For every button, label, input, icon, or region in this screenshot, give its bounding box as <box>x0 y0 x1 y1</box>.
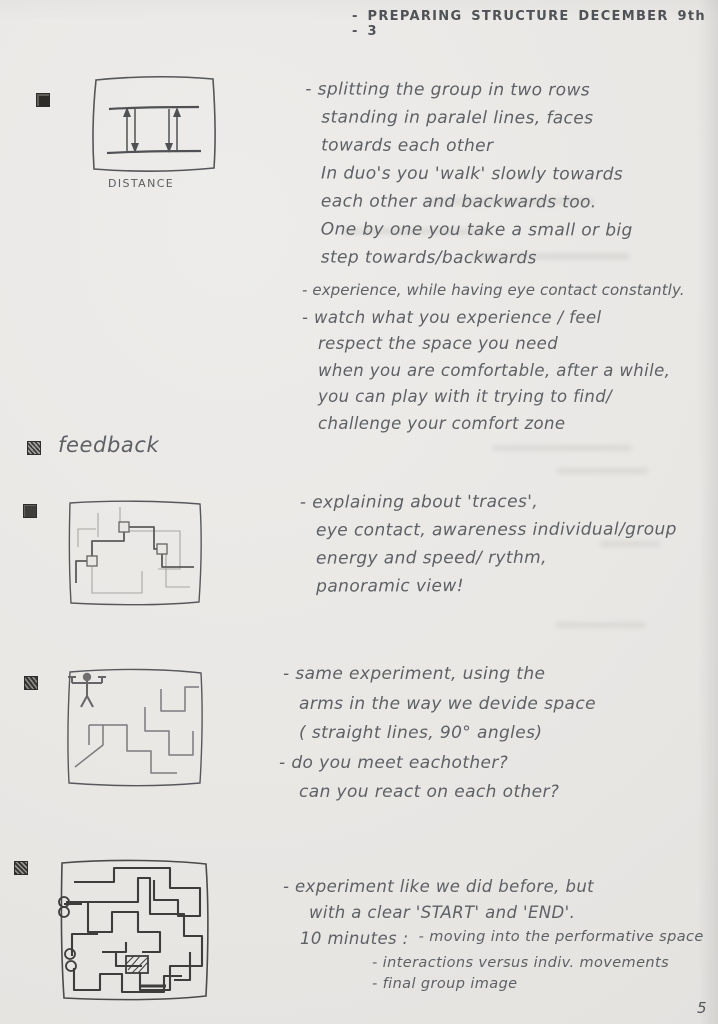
traces-diagram-drawing <box>62 497 207 609</box>
note-line: each other and backwards too. <box>320 191 597 213</box>
note-line: - splitting the group in two rows <box>305 79 591 101</box>
note-line: panoramic view! <box>316 576 464 597</box>
note-line: eye contact, awareness individual/group <box>315 519 677 541</box>
bullet-marker-hatched-square <box>24 676 38 690</box>
start-end-diagram-drawing <box>54 856 217 1006</box>
bleed-through-mark <box>492 445 632 451</box>
bleed-through-mark <box>556 622 646 628</box>
note-line: - explaining about 'traces', <box>299 491 539 513</box>
note-line-timing <box>300 929 704 955</box>
bullet-marker-solid-square <box>23 504 37 518</box>
sketch-distance-caption: DISTANCE <box>108 177 175 190</box>
end-point-hatched-square <box>126 956 148 973</box>
start-point-circle <box>65 949 75 959</box>
note-line: - experience, while having eye contact constantly. <box>302 281 685 299</box>
sketch-distance-diagram <box>86 72 222 180</box>
arms-diagram-drawing <box>61 665 209 791</box>
notes-splitting-group <box>305 79 634 276</box>
note-line: step towards/backwards <box>320 247 537 269</box>
note-line: In duo's you 'walk' slowly towards <box>320 163 624 185</box>
note-line: you can play with it trying to find/ <box>318 387 613 406</box>
note-line: challenge your comfort zone <box>318 413 566 433</box>
timing-label: 10 minutes : <box>300 929 409 948</box>
start-point-circle <box>66 961 76 971</box>
bullet-marker-hatched-square <box>27 441 41 455</box>
notes-explaining-traces <box>300 491 677 604</box>
note-line: - watch what you experience / feel <box>302 307 602 327</box>
sketch-start-end-diagram <box>54 856 217 1010</box>
note-line: One by one you take a small or big <box>320 219 633 241</box>
feedback-label: feedback <box>58 433 160 457</box>
note-line: respect the space you need <box>318 334 559 353</box>
bullet-marker-hatched-square <box>14 861 28 875</box>
timing-item: - moving into the performative space <box>418 929 704 945</box>
note-line: when you are comfortable, after a while, <box>318 360 671 380</box>
note-line: with a clear 'START' and 'END'. <box>309 903 576 922</box>
note-line: standing in paralel lines, faces <box>321 107 594 129</box>
page-number: 5 <box>697 999 707 1017</box>
note-line: arms in the way we devide space <box>299 693 596 714</box>
stick-figure-head <box>83 673 91 681</box>
notes-experience <box>302 281 685 440</box>
note-line: - same experiment, using the <box>283 664 546 684</box>
page-title: - PREPARING STRUCTURE DECEMBER 9th - 3 <box>352 9 706 39</box>
notes-start-end-experiment <box>283 877 704 997</box>
note-line: ( straight lines, 90° angles) <box>299 723 543 743</box>
start-point-circle <box>59 907 69 917</box>
timing-item: - interactions versus indiv. movements <box>372 955 670 971</box>
sketch-traces-diagram <box>62 497 207 613</box>
note-line: can you react on each other? <box>299 782 560 802</box>
note-line: towards each other <box>321 135 494 157</box>
timing-item: - final group image <box>372 976 518 992</box>
bullet-marker-solid-square <box>36 93 50 107</box>
note-line: - experiment like we did before, but <box>283 877 595 896</box>
distance-diagram-drawing <box>86 72 222 176</box>
note-line: energy and speed/ rythm, <box>316 547 547 569</box>
note-line: - do you meet eachother? <box>279 752 509 773</box>
notes-same-experiment <box>279 664 596 812</box>
bleed-through-mark <box>556 468 648 474</box>
sketch-arms-diagram <box>61 665 209 795</box>
